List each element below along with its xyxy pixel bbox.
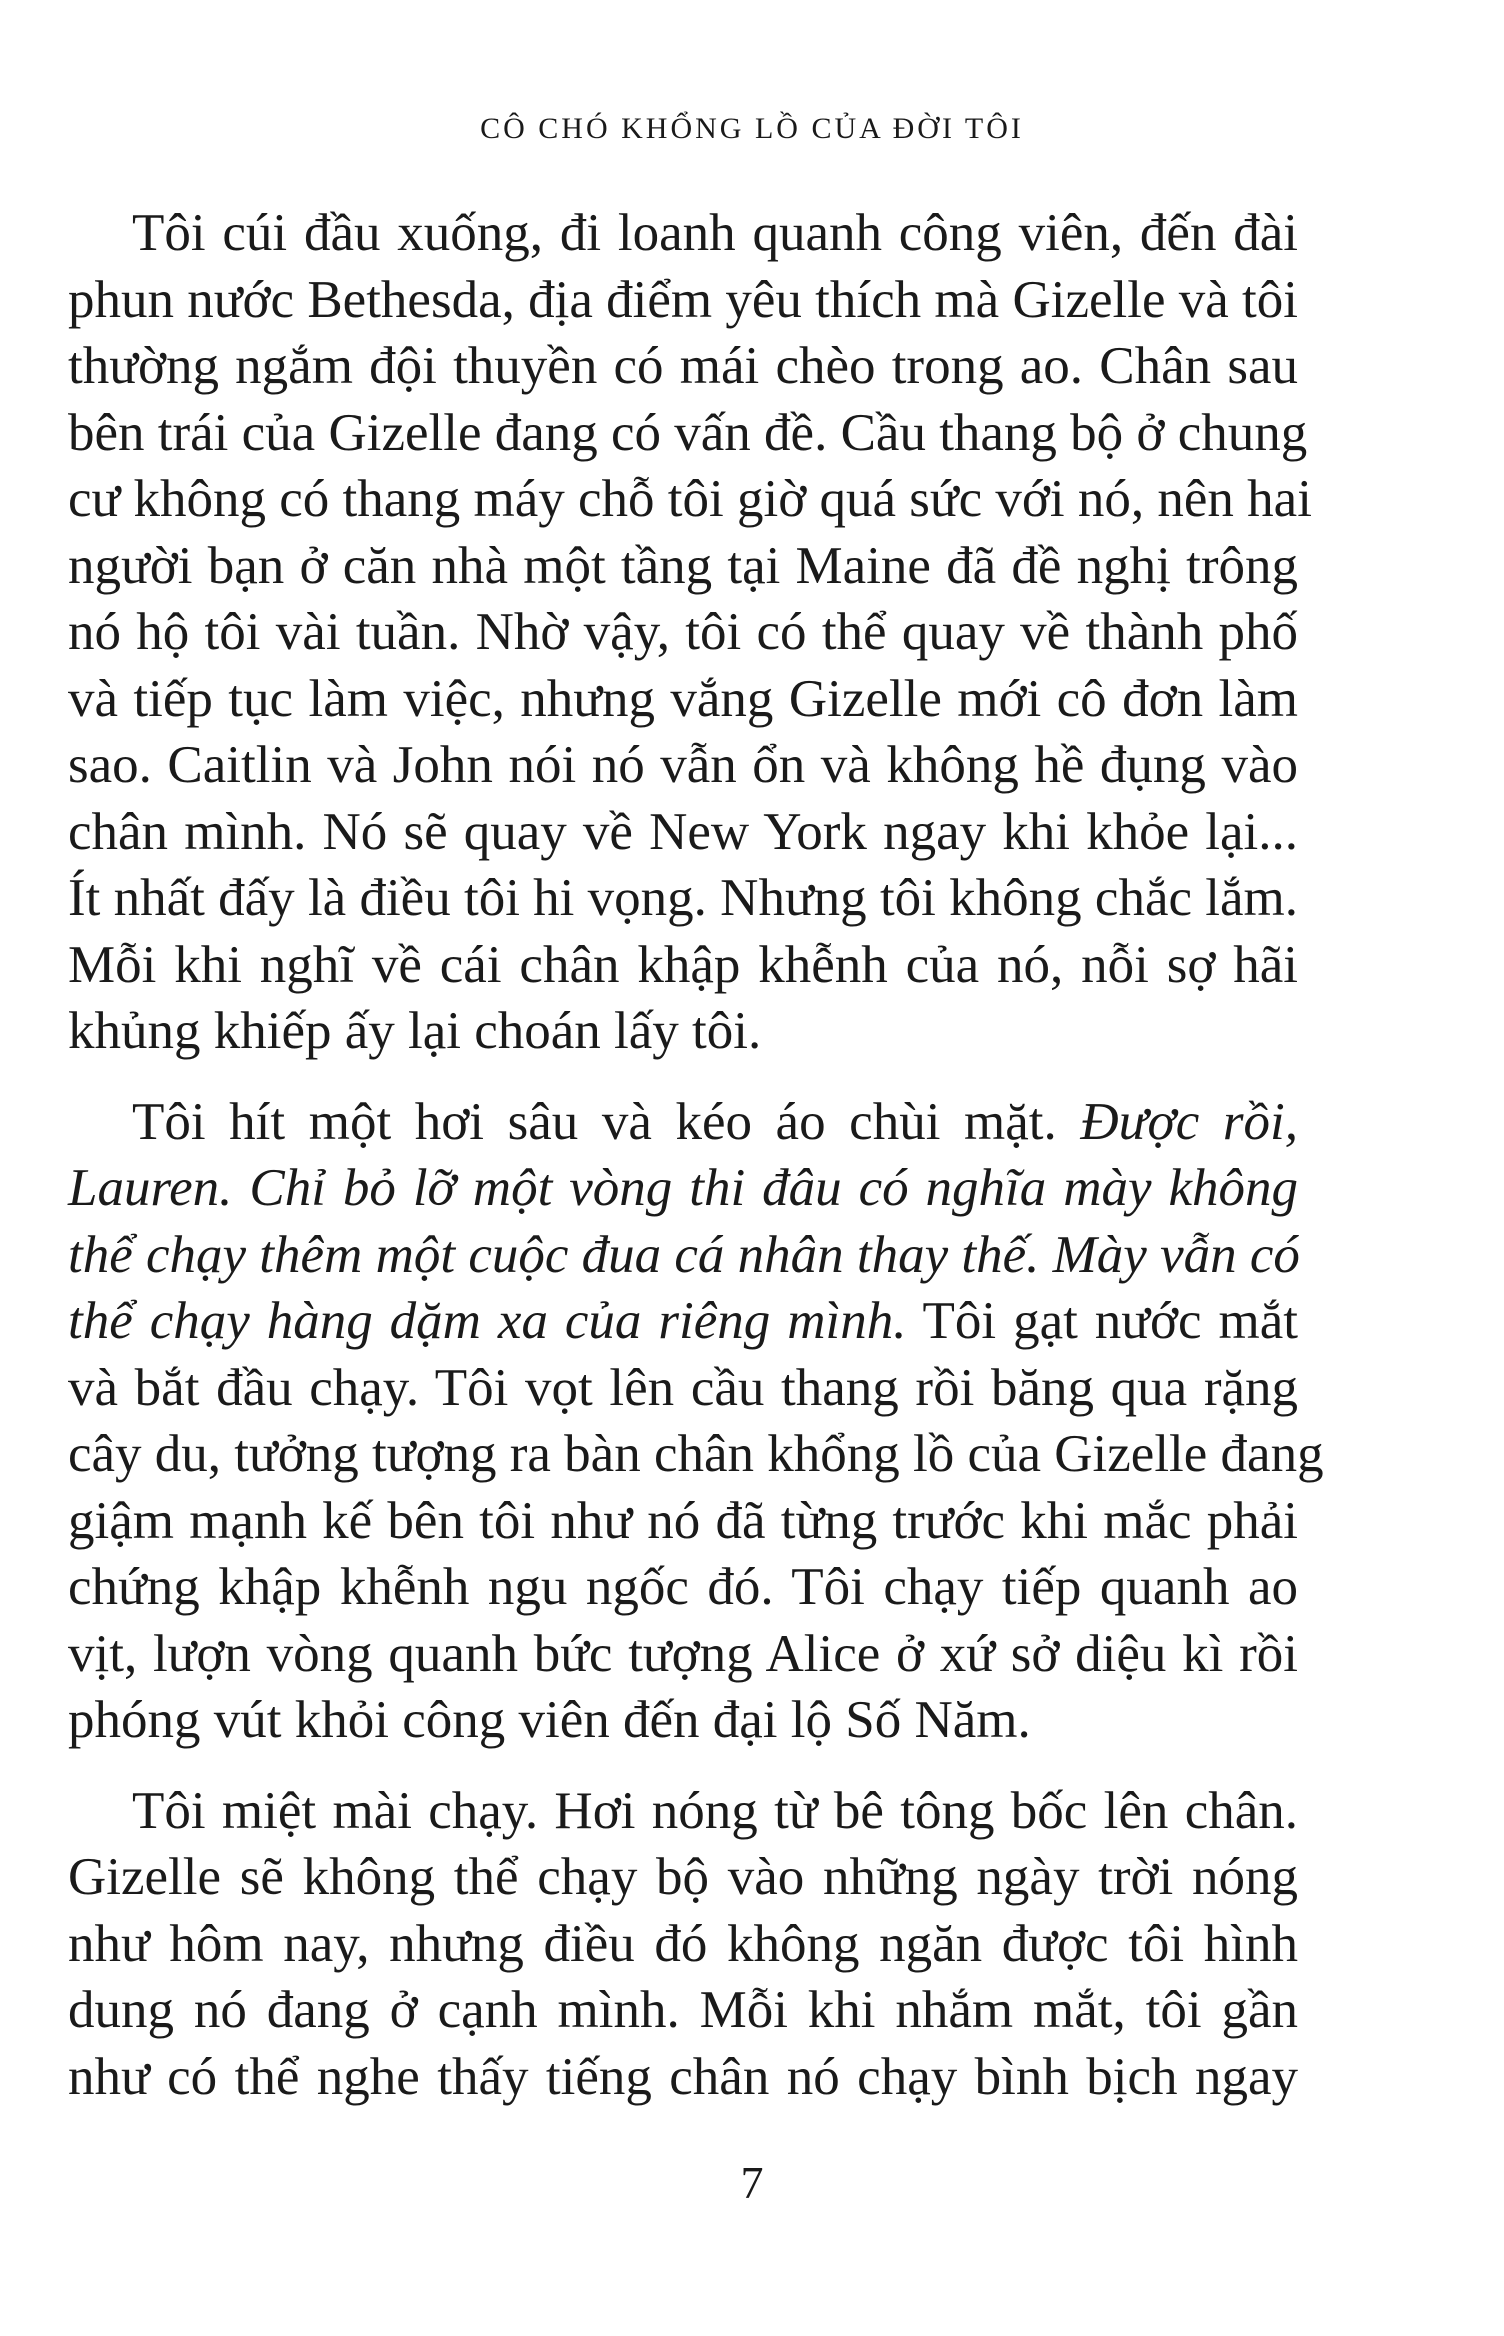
paragraph-2	[68, 1089, 1324, 1754]
text-line: và tiếp tục làm việc, nhưng vắng Gizelle mới cô đơn làm	[68, 669, 1298, 728]
plain-text: Tôi gạt nước mắt	[906, 1292, 1298, 1350]
text-line: người bạn ở căn nhà một tầng tại Maine đã đề nghị trông	[68, 536, 1298, 595]
italic-text: thể chạy hàng dặm xa của riêng mình.	[68, 1292, 907, 1350]
italic-text: Được rồi,	[1080, 1092, 1299, 1151]
text-line: bên trái của Gizelle đang có vấn đề. Cầu thang bộ ở chung	[68, 403, 1308, 462]
text-line: như hôm nay, nhưng điều đó không ngăn được tôi hình	[68, 1914, 1298, 1973]
plain-text: Tôi hít một hơi sâu và kéo áo chùi mặt.	[132, 1092, 1081, 1151]
text-line: Tôi cúi đầu xuống, đi loanh quanh công viên, đến đài	[132, 204, 1298, 262]
running-head: CÔ CHÓ KHỔNG LỒ CỦA ĐỜI TÔI	[480, 112, 1024, 145]
paragraph-3	[68, 1778, 1298, 2111]
text-line: dung nó đang ở cạnh mình. Mỗi khi nhắm mắt, tôi gần	[68, 1981, 1298, 2039]
paragraph-1	[68, 200, 1312, 1065]
text-line	[68, 1089, 1298, 1156]
text-line: như có thể nghe thấy tiếng chân nó chạy bình bịch ngay	[68, 2047, 1298, 2106]
text-line: phun nước Bethesda, địa điểm yêu thích mà Gizelle và tôi	[68, 270, 1298, 329]
text-line: Tôi miệt mài chạy. Hơi nóng từ bê tông bốc lên chân.	[132, 1781, 1298, 1840]
text-line: chân mình. Nó sẽ quay về New York ngay khi khỏe lại...	[68, 802, 1298, 861]
text-line: Ít nhất đấy là điều tôi hi vọng. Nhưng tôi không chắc lắm.	[68, 869, 1298, 927]
text-line: cây du, tưởng tượng ra bàn chân khổng lồ của Gizelle đang	[68, 1425, 1324, 1483]
text-line: khủng khiếp ấy lại choán lấy tôi.	[68, 1002, 762, 1060]
text-line: vịt, lượn vòng quanh bức tượng Alice ở xứ sở diệu kì rồi	[68, 1624, 1298, 1683]
italic-text-line: thể chạy thêm một cuộc đua cá nhân thay thế. Mày vẫn có	[68, 1225, 1300, 1284]
text-line: Gizelle sẽ không thể chạy bộ vào những ngày trời nóng	[68, 1848, 1298, 1906]
text-line: cư không có thang máy chỗ tôi giờ quá sức với nó, nên hai	[68, 470, 1312, 528]
text-line: và bắt đầu chạy. Tôi vọt lên cầu thang rồi băng qua rặng	[68, 1358, 1298, 1417]
text-line: phóng vút khỏi công viên đến đại lộ Số Năm.	[68, 1691, 1031, 1749]
text-line: Mỗi khi nghĩ về cái chân khập khễnh của nó, nỗi sợ hãi	[68, 935, 1298, 994]
page-number: 7	[740, 2157, 764, 2208]
text-line	[68, 1288, 1298, 1355]
italic-text-line: Lauren. Chỉ bỏ lỡ một vòng thi đâu có nghĩa mày không	[68, 1159, 1298, 1217]
text-line: sao. Caitlin và John nói nó vẫn ổn và không hề đụng vào	[68, 736, 1298, 794]
text-line: chứng khập khễnh ngu ngốc đó. Tôi chạy tiếp quanh ao	[68, 1558, 1298, 1616]
paragraph-gap	[68, 1065, 1298, 1089]
text-line: thường ngắm đội thuyền có mái chèo trong ao. Chân sau	[68, 337, 1298, 395]
body-text	[68, 200, 1324, 2110]
text-line: nó hộ tôi vài tuần. Nhờ vậy, tôi có thể quay về thành phố	[68, 603, 1298, 661]
text-line: giậm mạnh kế bên tôi như nó đã từng trước khi mắc phải	[68, 1491, 1298, 1550]
paragraph-gap	[68, 1754, 1298, 1778]
